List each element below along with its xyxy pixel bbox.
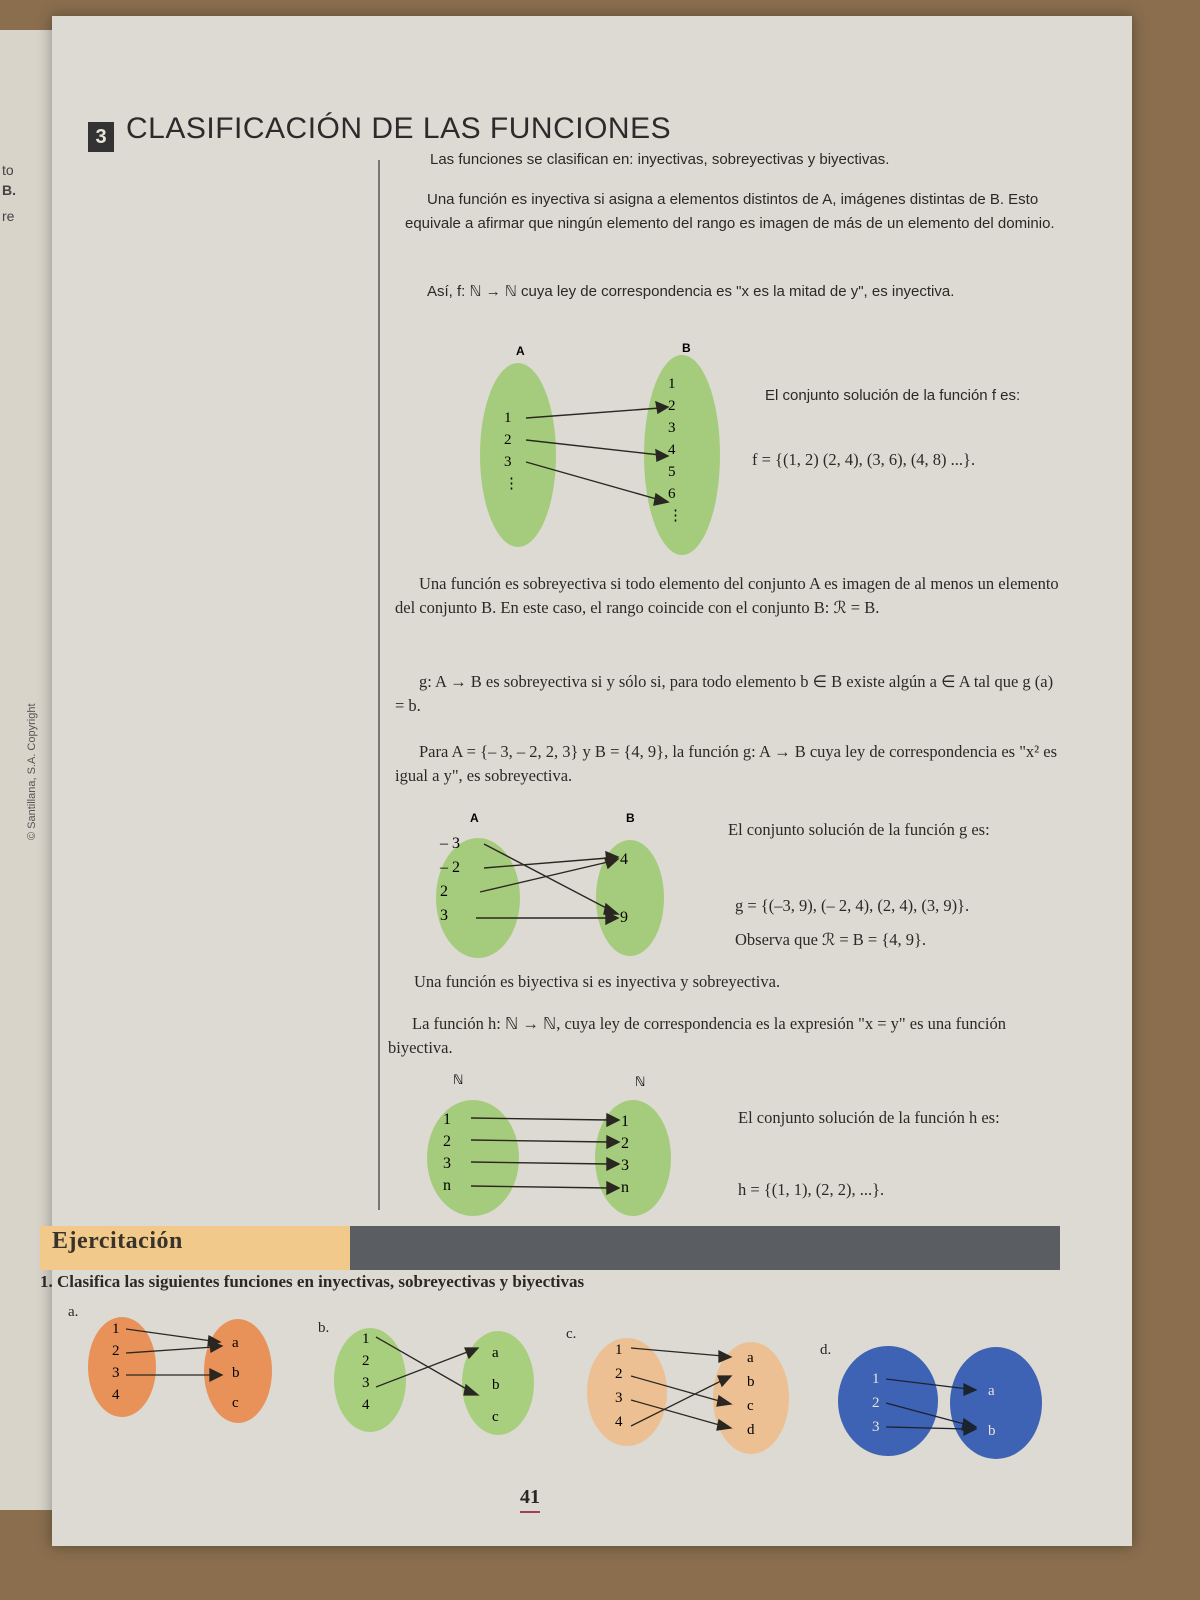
domain-element: 3 bbox=[443, 1155, 451, 1172]
codomain-element: a bbox=[232, 1335, 239, 1351]
domain-element: 1 bbox=[112, 1321, 120, 1337]
domain-element: ⋮ bbox=[504, 476, 519, 492]
sobreyectiva-condition: g: A → B es sobreyectiva si y sólo si, para todo elemento b ∈ B existe algún a ∈ A tal que g (a) = b. bbox=[395, 672, 1054, 715]
sobreyectiva-observe: Observa que ℛ = B = {4, 9}. bbox=[735, 930, 927, 949]
biyectiva-solution-intro: El conjunto solución de la función h es: bbox=[738, 1108, 1000, 1127]
exercise-diagram-d-svg bbox=[838, 1345, 1048, 1460]
codomain-oval bbox=[950, 1347, 1042, 1459]
domain-element: 4 bbox=[615, 1414, 623, 1430]
exercise-diagram-b-svg bbox=[332, 1325, 542, 1435]
inyectiva-solution-intro: El conjunto solución de la función f es: bbox=[765, 387, 1021, 404]
codomain-element: 4 bbox=[620, 851, 628, 868]
domain-element: 1 bbox=[872, 1371, 880, 1387]
ejercitacion-bar bbox=[40, 1226, 1060, 1270]
domain-element: 1 bbox=[615, 1342, 623, 1358]
domain-oval bbox=[480, 363, 556, 547]
page-number: 41 bbox=[520, 1486, 540, 1513]
domain-element: 3 bbox=[440, 907, 448, 924]
exercise-label-c: c. bbox=[566, 1326, 577, 1342]
set-b-label: ℕ bbox=[635, 1074, 646, 1089]
codomain-element: d bbox=[747, 1422, 755, 1438]
domain-element: 2 bbox=[615, 1366, 623, 1382]
codomain-element: 2 bbox=[621, 1135, 629, 1152]
biyectiva-diagram-svg bbox=[425, 1070, 685, 1220]
copyright-note: © Santillana, S.A. Copyright bbox=[26, 703, 38, 840]
domain-element: 3 bbox=[362, 1375, 370, 1391]
section-title: CLASIFICACIÓN DE LAS FUNCIONES bbox=[126, 112, 672, 145]
codomain-element: b bbox=[232, 1365, 240, 1381]
sobreyectiva-diagram-svg bbox=[430, 808, 670, 958]
exercise-label-d: d. bbox=[820, 1342, 832, 1358]
exercise-diagram-d bbox=[838, 1345, 1048, 1465]
exercise-diagram-c bbox=[585, 1336, 795, 1461]
biyectiva-solution: h = {(1, 1), (2, 2), ...}. bbox=[738, 1180, 885, 1199]
sobreyectiva-example: Para A = {– 3, – 2, 2, 3} y B = {4, 9}, la función g: A → B cuya ley de correspondencia es "x² es igual a y", es sobreyectiva. bbox=[395, 742, 1057, 785]
codomain-element: 5 bbox=[668, 464, 676, 480]
exercise-label-b: b. bbox=[318, 1320, 330, 1336]
codomain-element: c bbox=[492, 1409, 499, 1425]
biyectiva-definition: Una función es biyectiva si es inyectiva y sobreyectiva. bbox=[414, 972, 781, 991]
domain-element: 3 bbox=[615, 1390, 623, 1406]
domain-element: 3 bbox=[504, 454, 512, 470]
sobreyectiva-solution-intro: El conjunto solución de la función g es: bbox=[728, 820, 990, 839]
domain-oval bbox=[838, 1346, 938, 1456]
codomain-element: a bbox=[492, 1345, 499, 1361]
codomain-element: 2 bbox=[668, 398, 676, 414]
domain-element: 2 bbox=[362, 1353, 370, 1369]
domain-element: 3 bbox=[872, 1419, 880, 1435]
codomain-element: c bbox=[232, 1395, 239, 1411]
codomain-element: n bbox=[621, 1179, 629, 1196]
inyectiva-solution: f = {(1, 2) (2, 4), (3, 6), (4, 8) ...}. bbox=[752, 450, 976, 469]
domain-element: 2 bbox=[872, 1395, 880, 1411]
exercise-label-a: a. bbox=[68, 1304, 79, 1320]
inyectiva-definition: Una función es inyectiva si asigna a elementos distintos de A, imágenes distintas de B. Esto equivale a afirmar que ningún elemento del rango es imagen de más de un elemento del dominio. bbox=[405, 191, 1055, 232]
domain-element: n bbox=[443, 1177, 451, 1194]
codomain-element: 3 bbox=[621, 1157, 629, 1174]
intro-text: Las funciones se clasifican en: inyectivas, sobreyectivas y biyectivas. bbox=[430, 151, 890, 168]
biyectiva-example: La función h: ℕ → ℕ, cuya ley de correspondencia es la expresión "x = y" es una función biyectiva. bbox=[388, 1014, 1006, 1057]
domain-element: 2 bbox=[112, 1343, 120, 1359]
domain-element: 2 bbox=[443, 1133, 451, 1150]
left-fragment: re bbox=[2, 208, 15, 224]
exercise-diagram-a bbox=[86, 1315, 286, 1430]
domain-element: 4 bbox=[112, 1387, 120, 1403]
set-b-label: B bbox=[682, 341, 691, 355]
codomain-element: 1 bbox=[621, 1113, 629, 1130]
domain-element: – 3 bbox=[440, 835, 460, 852]
set-b-label: B bbox=[626, 811, 635, 825]
codomain-element: b bbox=[988, 1423, 996, 1439]
inyectiva-diagram-svg bbox=[470, 340, 730, 560]
codomain-element: b bbox=[492, 1377, 500, 1393]
inyectiva-diagram bbox=[470, 340, 730, 565]
codomain-element: b bbox=[747, 1374, 755, 1390]
domain-element: 2 bbox=[440, 883, 448, 900]
domain-element: 3 bbox=[112, 1365, 120, 1381]
left-fragment: B. bbox=[2, 182, 16, 198]
vertical-rule bbox=[378, 160, 380, 1210]
ejercitacion-title: Ejercitación bbox=[52, 1228, 183, 1254]
codomain-element: a bbox=[988, 1383, 995, 1399]
section-number-badge: 3 bbox=[88, 122, 114, 152]
exercise-diagram-c-svg bbox=[585, 1336, 795, 1456]
inyectiva-example: Así, f: ℕ → ℕ cuya ley de correspondencia es "x es la mitad de y", es inyectiva. bbox=[427, 283, 955, 300]
codomain-element: 4 bbox=[668, 442, 676, 458]
domain-element: 2 bbox=[504, 432, 512, 448]
codomain-element: 1 bbox=[668, 376, 676, 392]
biyectiva-diagram bbox=[425, 1070, 685, 1225]
domain-element: – 2 bbox=[440, 859, 460, 876]
codomain-element: a bbox=[747, 1350, 754, 1366]
set-a-label: ℕ bbox=[453, 1072, 464, 1087]
codomain-element: ⋮ bbox=[668, 508, 683, 524]
left-fragment: to bbox=[2, 162, 14, 178]
exercise-1-prompt: 1. Clasifica las siguientes funciones en inyectivas, sobreyectivas y biyectivas bbox=[40, 1272, 585, 1291]
domain-element: 1 bbox=[362, 1331, 370, 1347]
domain-element: 1 bbox=[443, 1111, 451, 1128]
sobreyectiva-solution: g = {(–3, 9), (– 2, 4), (2, 4), (3, 9)}. bbox=[735, 896, 970, 915]
exercise-diagram-a-svg bbox=[86, 1315, 286, 1425]
set-a-label: A bbox=[516, 344, 525, 358]
codomain-element: c bbox=[747, 1398, 754, 1414]
domain-element: 4 bbox=[362, 1397, 370, 1413]
codomain-element: 9 bbox=[620, 909, 628, 926]
domain-element: 1 bbox=[504, 410, 512, 426]
sobreyectiva-diagram bbox=[430, 808, 670, 963]
set-a-label: A bbox=[470, 811, 479, 825]
sobreyectiva-definition: Una función es sobreyectiva si todo elemento del conjunto A es imagen de al menos un elemento del conjunto B. En este caso, el rango coincide con el conjunto B: ℛ = B. bbox=[395, 574, 1059, 617]
domain-oval bbox=[587, 1338, 667, 1446]
exercise-diagram-b bbox=[332, 1325, 542, 1440]
codomain-element: 6 bbox=[668, 486, 676, 502]
codomain-element: 3 bbox=[668, 420, 676, 436]
